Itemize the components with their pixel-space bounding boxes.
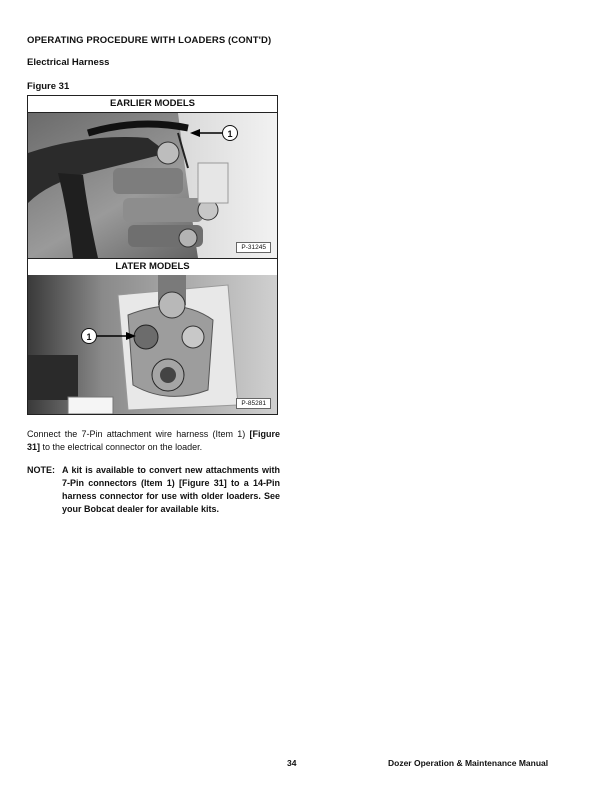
photo-id-later: P-85281 — [236, 398, 271, 409]
photo-id-earlier: P-31245 — [236, 242, 271, 253]
section-title: OPERATING PROCEDURE WITH LOADERS (CONT'D) — [27, 35, 272, 46]
figure-reference: [Figure 31] — [27, 429, 280, 452]
instruction-text-2: to the electrical connector on the loader. — [40, 442, 203, 452]
callout-item-1-earlier: 1 — [222, 125, 238, 141]
page-number: 34 — [287, 758, 297, 768]
note-text: A kit is available to convert new attachments with 7-Pin connectors (Item 1) [Figure 31] to a 14-Pin harness connector for use with older loaders. See your Bobcat dealer for available kits. — [62, 465, 280, 514]
instruction-paragraph — [27, 428, 280, 454]
manual-title: Dozer Operation & Maintenance Manual — [388, 758, 549, 768]
photo-earlier-models — [28, 113, 277, 258]
note-block — [27, 464, 280, 516]
panel-heading-later: LATER MODELS — [28, 258, 277, 276]
photo-later-graphic — [28, 275, 277, 414]
figure-31 — [27, 95, 278, 415]
subheading: Electrical Harness — [27, 57, 110, 68]
callout-item-1-later: 1 — [81, 328, 97, 344]
note-label: NOTE: — [27, 465, 55, 475]
photo-earlier-graphic — [28, 113, 277, 258]
instruction-text-1: Connect the 7-Pin attachment wire harness (Item 1) — [27, 429, 246, 439]
photo-later-models — [28, 275, 277, 414]
figure-label: Figure 31 — [27, 81, 70, 92]
panel-heading-earlier: EARLIER MODELS — [28, 96, 277, 113]
